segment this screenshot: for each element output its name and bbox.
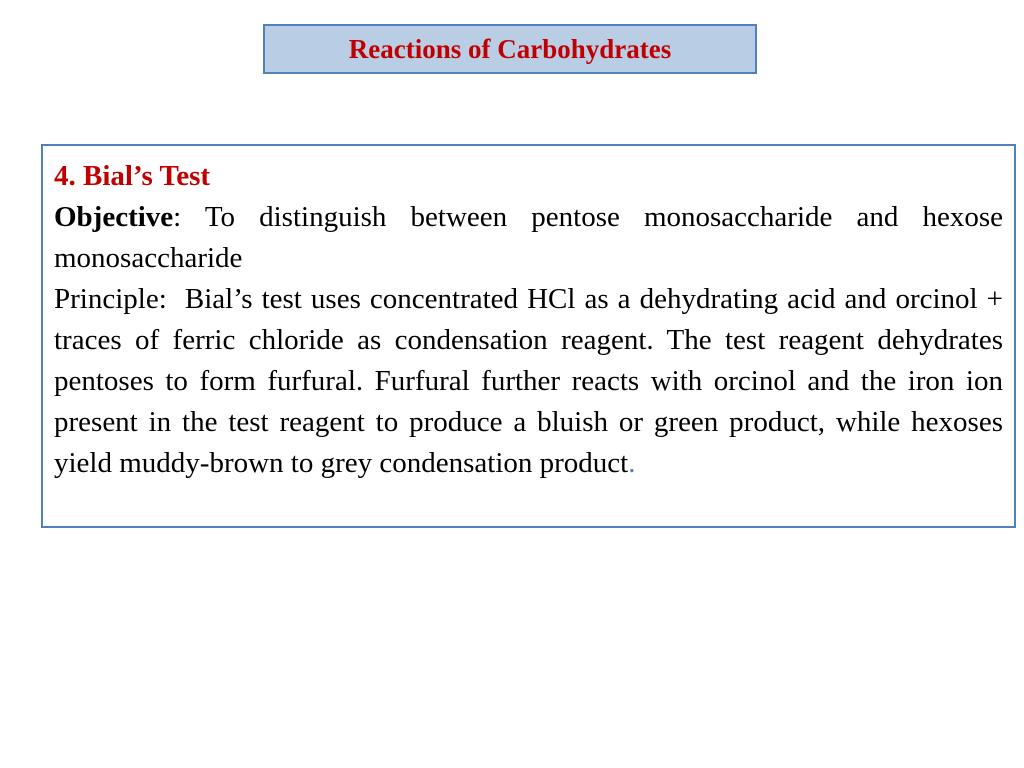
slide-title-box [263,24,757,74]
test-heading-text: 4. Bial’s Test [54,160,211,192]
objective-label: Objective [54,201,174,233]
objective-paragraph [54,197,1003,279]
objective-separator: : [173,201,182,233]
principle-end-dot: . [628,447,636,479]
principle-label: Principle: [54,283,167,315]
content-box [41,144,1016,528]
slide-title: Reactions of Carbohydrates [348,33,672,64]
objective-text: To distinguish between pentose monosaccharide and hexose monosaccharide [54,201,1003,274]
principle-text: Bial’s test uses concentrated HCl as a dehydrating acid and orcinol + traces of ferric chloride as condensation reagent. The test reagent dehydrates pentoses to form furfural. Furfural further reacts with orcinol and the iron ion present in the test reagent to produce a bluish or green product, while hexoses yield muddy-brown to grey condensation product [54,283,1011,479]
principle-paragraph [54,279,1011,484]
test-heading [54,156,1003,197]
